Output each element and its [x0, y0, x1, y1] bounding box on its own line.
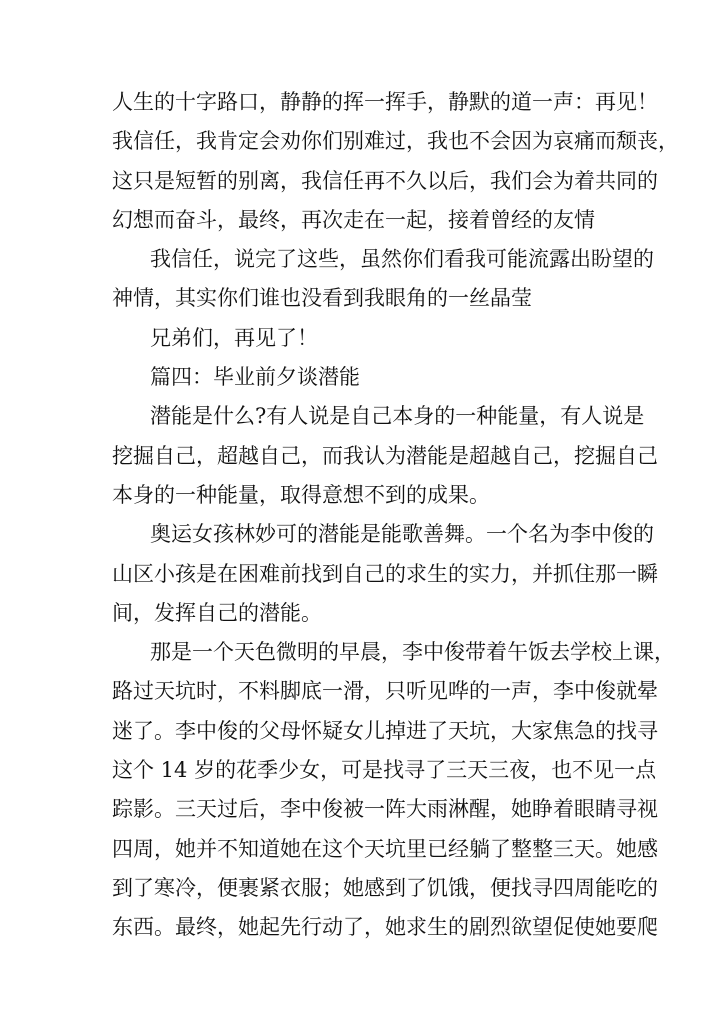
text-line: 我信任，我肯定会劝你们别难过，我也不会因为哀痛而颓丧， [112, 129, 679, 154]
paragraph-start-line: 我信任，说完了这些，虽然你们看我可能流露出盼望的 [150, 247, 654, 272]
paragraph-start-line: 奥运女孩林妙可的潜能是能歌善舞。一个名为李中俊的 [150, 522, 654, 547]
text-line: 迷了。李中俊的父母怀疑女儿掉进了天坑，大家焦急的找寻 [112, 718, 658, 743]
paragraph-start-line: 那是一个天色微明的早晨，李中俊带着午饭去学校上课， [150, 640, 675, 665]
document-body [112, 83, 679, 948]
text-line: 这只是短暂的别离，我信任再不久以后，我们会为着共同的 [112, 168, 658, 193]
text-line: 东西。最终，她起先行动了，她求生的剧烈欲望促使她要爬 [112, 915, 658, 940]
text-line: 幻想而奋斗，最终，再次走在一起，接着曾经的友情 [112, 207, 595, 232]
section-heading: 篇四：毕业前夕谈潜能 [150, 365, 360, 390]
text-line: 踪影。三天过后，李中俊被一阵大雨淋醒，她睁着眼睛寻视 [112, 797, 658, 822]
text-line: 挖掘自己，超越自己，而我认为潜能是超越自己，挖掘自己 [112, 443, 658, 468]
text-line: 本身的一种能量，取得意想不到的成果。 [112, 482, 490, 507]
text-line: 人生的十字路口，静静的挥一挥手，静默的道一声：再见！ [112, 90, 658, 114]
text-line: 四周，她并不知道她在这个天坑里已经躺了整整三天。她感 [112, 836, 658, 861]
text-line: 路过天坑时，不料脚底一滑，只听见哗的一声，李中俊就晕 [112, 679, 658, 704]
text-line: 这个 14 岁的花季少女，可是找寻了三天三夜，也不见一点 [112, 758, 657, 783]
paragraph-start-line: 兄弟们，再见了！ [150, 325, 318, 350]
paragraph-start-line: 潜能是什么?有人说是自己本身的一种能量，有人说是 [150, 404, 645, 429]
text-line: 到了寒冷，便裹紧衣服；她感到了饥饿，便找寻四周能吃的 [112, 875, 658, 900]
text-line: 神情，其实你们谁也没看到我眼角的一丝晶莹 [112, 286, 532, 311]
text-line: 间，发挥自己的潜能。 [112, 600, 322, 625]
text-line: 山区小孩是在困难前找到自己的求生的实力，并抓住那一瞬 [112, 561, 658, 586]
